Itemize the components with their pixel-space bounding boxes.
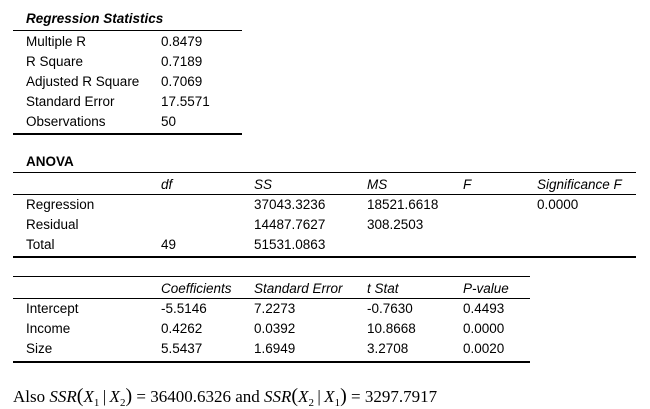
close-paren: ) bbox=[125, 385, 133, 407]
ssr-note bbox=[13, 386, 437, 407]
subscript: 2 bbox=[119, 397, 126, 409]
anova-ms: 18521.6618 bbox=[367, 197, 439, 212]
ssr-symbol: SSR bbox=[49, 387, 77, 406]
coef-std-error: 1.6949 bbox=[254, 341, 296, 356]
table-rule bbox=[13, 361, 530, 363]
anova-source: Total bbox=[26, 237, 55, 252]
anova-source: Residual bbox=[26, 217, 79, 232]
stat-value: 0.7069 bbox=[161, 74, 203, 89]
open-paren: ( bbox=[76, 385, 84, 407]
coef-t-stat: 3.2708 bbox=[367, 341, 409, 356]
anova-ms: 308.2503 bbox=[367, 217, 424, 232]
column-header: Standard Error bbox=[254, 281, 343, 296]
given-bar: | bbox=[317, 387, 321, 406]
column-header: F bbox=[463, 177, 472, 192]
ssr-value: = 36400.6326 bbox=[136, 387, 231, 406]
coef-p-value: 0.0000 bbox=[463, 321, 505, 336]
x-symbol: X bbox=[298, 387, 309, 406]
anova-ss: 14487.7627 bbox=[254, 217, 326, 232]
subscript: 1 bbox=[334, 397, 341, 409]
ssr-symbol: SSR bbox=[264, 387, 292, 406]
stat-label: Observations bbox=[26, 114, 106, 129]
anova-ss: 51531.0863 bbox=[254, 237, 326, 252]
coef-std-error: 0.0392 bbox=[254, 321, 296, 336]
table-rule bbox=[13, 298, 530, 299]
coef-value: -5.5146 bbox=[161, 301, 207, 316]
coef-t-stat: 10.8668 bbox=[367, 321, 416, 336]
x-symbol: X bbox=[109, 387, 120, 406]
stat-label: Multiple R bbox=[26, 34, 87, 49]
column-header: t Stat bbox=[367, 281, 399, 296]
subscript: 1 bbox=[93, 397, 100, 409]
stat-label: R Square bbox=[26, 54, 84, 69]
table-rule bbox=[13, 256, 636, 258]
column-header: df bbox=[161, 177, 173, 192]
anova-df: 49 bbox=[161, 237, 177, 252]
table-rule bbox=[13, 30, 242, 31]
coef-term: Income bbox=[26, 321, 71, 336]
stat-label: Adjusted R Square bbox=[26, 74, 140, 89]
table-rule bbox=[13, 276, 530, 277]
stat-value: 50 bbox=[161, 114, 177, 129]
coef-value: 5.5437 bbox=[161, 341, 203, 356]
stat-label: Standard Error bbox=[26, 94, 115, 109]
coef-value: 0.4262 bbox=[161, 321, 203, 336]
coef-term: Size bbox=[26, 341, 53, 356]
anova-title: ANOVA bbox=[26, 154, 74, 169]
anova-ss: 37043.3236 bbox=[254, 197, 326, 212]
anova-significance: 0.0000 bbox=[537, 197, 579, 212]
close-paren: ) bbox=[340, 385, 347, 407]
column-header: SS bbox=[254, 177, 273, 192]
ssr-value: = 3297.7917 bbox=[350, 387, 438, 406]
stat-value: 0.7189 bbox=[161, 54, 203, 69]
given-bar: | bbox=[102, 387, 107, 406]
coef-t-stat: -0.7630 bbox=[367, 301, 413, 316]
x-symbol: X bbox=[83, 387, 94, 406]
column-header: Coefficients bbox=[161, 281, 232, 296]
table-rule bbox=[13, 194, 636, 195]
column-header: MS bbox=[367, 177, 388, 192]
regression-statistics-title: Regression Statistics bbox=[26, 11, 164, 26]
coef-p-value: 0.4493 bbox=[463, 301, 505, 316]
stat-value: 0.8479 bbox=[161, 34, 203, 49]
coef-term: Intercept bbox=[26, 301, 79, 316]
coef-std-error: 7.2273 bbox=[254, 301, 296, 316]
table-rule bbox=[13, 172, 636, 173]
stat-value: 17.5571 bbox=[161, 94, 210, 109]
note-and: and bbox=[235, 387, 260, 406]
coef-p-value: 0.0020 bbox=[463, 341, 505, 356]
table-rule bbox=[13, 133, 242, 135]
column-header: Significance F bbox=[537, 177, 622, 192]
subscript: 2 bbox=[308, 397, 314, 409]
x-symbol: X bbox=[324, 387, 335, 406]
note-also: Also bbox=[13, 387, 46, 406]
column-header: P-value bbox=[463, 281, 509, 296]
anova-source: Regression bbox=[26, 197, 95, 212]
open-paren: ( bbox=[291, 385, 299, 407]
